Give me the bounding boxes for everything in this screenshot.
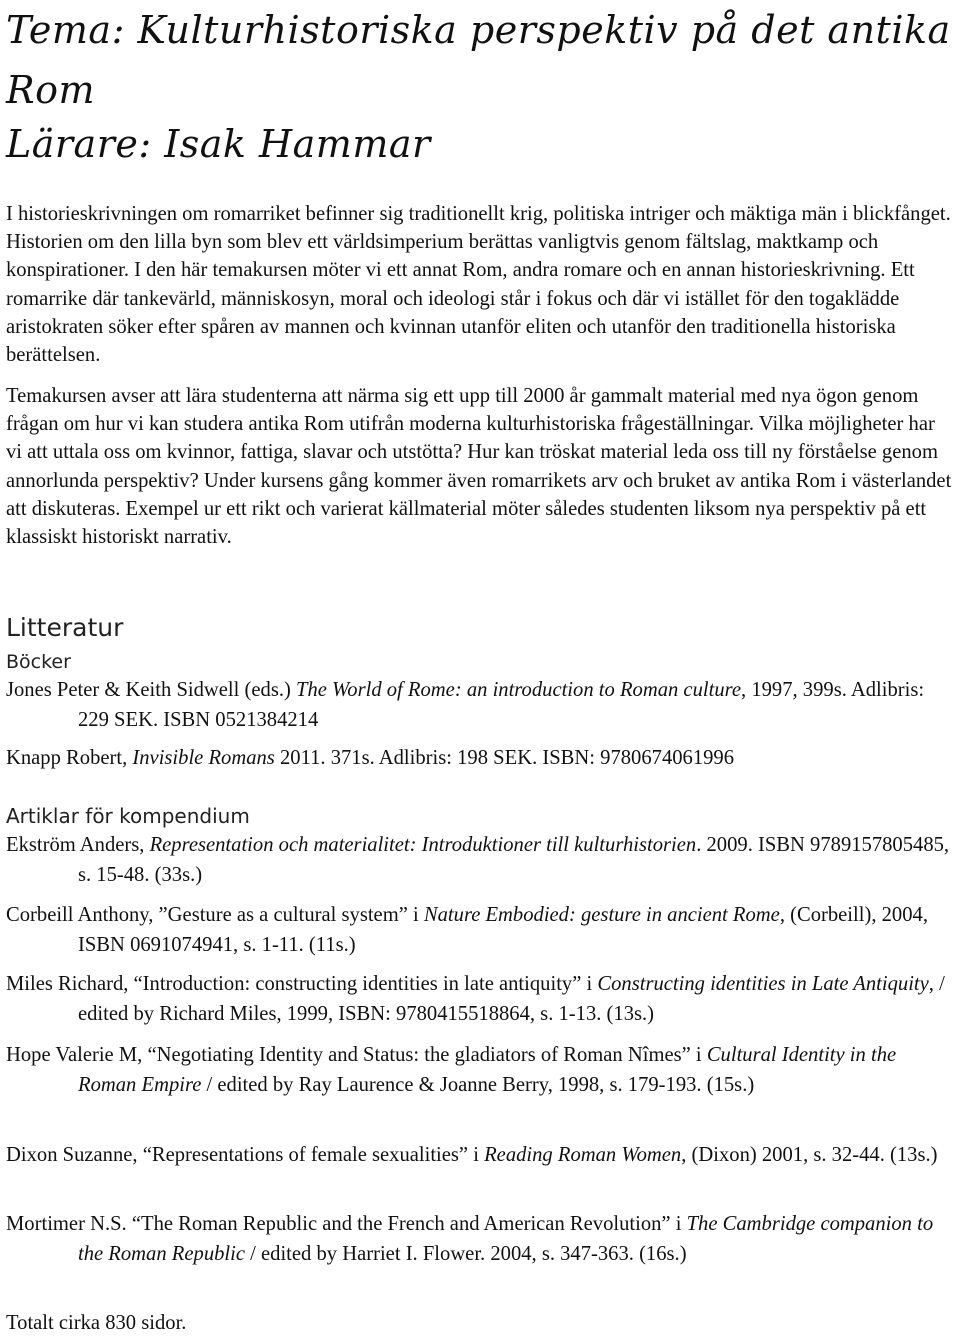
reference-item (6, 743, 954, 773)
articles-heading: Artiklar för kompendium (6, 804, 250, 828)
reference-item (6, 1209, 954, 1269)
reference-item (6, 1040, 954, 1100)
intro-paragraph-2: Temakursen avser att lära studenterna att närma sig ett upp till 2000 år gammalt material med nya ögon genom frågan om hur vi kan studera antika Rom utifrån moderna kulturhistoriska frågeställningar. Vilka möjligheter har vi att uttala oss om kvinnor, fattiga, slavar och utstötta? Hur kan tröskat material leda oss till ny förståelse genom annorlunda perspektiv? Under kursens gång kommer även romarrikets arv och bruket av antika Rom i västerlandet att diskuteras. Exempel ur ett rikt och varierat källmaterial möter således studenten liksom nya perspektiv på ett klassiskt historiskt narrativ. (6, 385, 952, 549)
literature-heading: Litteratur (6, 613, 124, 642)
reference-title: Reading Roman Women (484, 1144, 682, 1166)
reference-item (6, 900, 954, 960)
reference-author: Corbeill Anthony, ”Gesture as a cultural system” i (6, 904, 424, 926)
reference-title: Representation och materialitet: Introduktioner till kulturhistorien (149, 834, 697, 856)
reference-details: . 2009. ISBN 9789157805485, s. 15-48. (33s.) (78, 834, 950, 886)
reference-details: / edited by Ray Laurence & Joanne Berry, 1998, s. 179-193. (15s.) (201, 1074, 755, 1096)
reference-details: , / edited by Richard Miles, 1999, ISBN: 9780415518864, s. 1-13. (13s.) (78, 973, 945, 1025)
reference-author: Jones Peter & Keith Sidwell (eds.) (6, 679, 296, 701)
reference-author: Ekström Anders, (6, 834, 150, 856)
reference-details: , (Corbeill), 2004, ISBN 0691074941, s. 1-11. (11s.) (78, 904, 928, 956)
reference-author: Knapp Robert, (6, 747, 133, 769)
reference-item (6, 969, 954, 1029)
reference-author: Miles Richard, “Introduction: constructing identities in late antiquity” i (6, 973, 598, 995)
intro-paragraph-1: I historieskrivningen om romarriket befinner sig traditionellt krig, politiska intriger och mäktiga män i blickfånget. Historien om den lilla byn som blev ett världsimperium berättas vanligtvis genom fältslag, maktkamp och konspirationer. I den här temakursen möter vi ett annat Rom, andra romare och en annan historieskrivning. Ett romarrike där tankevärld, människosyn, moral och ideologi står i fokus och där vi istället för den togaklädde aristokraten söker efter spåren av mannen och kvinnan utanför eliten och utanför den traditionella historiska berättelsen. (6, 203, 951, 367)
reference-title: Cultural Identity in the Roman Empire (78, 1044, 897, 1096)
reference-title: Invisible Romans (132, 747, 275, 769)
reference-details: , 1997, 399s. Adlibris: 229 SEK. ISBN 0521384214 (78, 679, 925, 731)
reference-item (6, 675, 954, 735)
reference-title: The Cambridge companion to the Roman Republic (78, 1213, 934, 1265)
reference-title: The World of Rome: an introduction to Roman culture (295, 679, 742, 701)
reference-details: / edited by Harriet I. Flower. 2004, s. 347-363. (16s.) (245, 1243, 687, 1265)
teacher-line: Lärare: Isak Hammar (6, 122, 431, 166)
reference-item (6, 830, 954, 890)
reference-author: Mortimer N.S. “The Roman Republic and the French and American Revolution” i (6, 1213, 687, 1235)
reference-item (6, 1140, 954, 1170)
reference-title: Constructing identities in Late Antiquity (597, 973, 929, 995)
reference-details: , (Dixon) 2001, s. 32-44. (13s.) (681, 1144, 938, 1166)
reference-details: 2011. 371s. Adlibris: 198 SEK. ISBN: 9780674061996 (274, 747, 735, 769)
reference-title: Nature Embodied: gesture in ancient Rome (423, 904, 780, 926)
books-heading: Böcker (6, 651, 71, 673)
reference-author: Dixon Suzanne, “Representations of female sexualities” i (6, 1144, 485, 1166)
total-pages: Totalt cirka 830 sidor. (6, 1312, 187, 1334)
reference-author: Hope Valerie M, “Negotiating Identity and Status: the gladiators of Roman Nîmes” i (6, 1044, 707, 1066)
page-title: Tema: Kulturhistoriska perspektiv på det antika Rom (6, 8, 951, 112)
